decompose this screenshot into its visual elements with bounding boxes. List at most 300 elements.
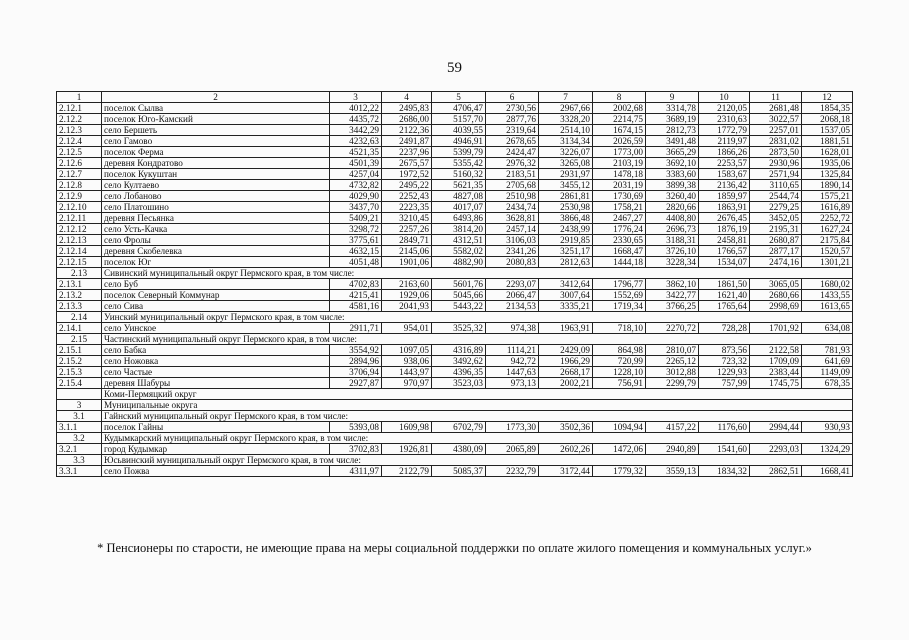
column-header: 9	[646, 92, 699, 103]
row-code: 2.15.1	[57, 345, 102, 356]
value-cell: 4702,83	[330, 279, 382, 290]
value-cell: 2145,06	[382, 246, 432, 257]
value-cell: 2026,59	[593, 136, 646, 147]
section-title: Частинский муниципальный округ Пермского края, в том числе:	[102, 334, 853, 345]
value-cell: 641,69	[802, 356, 853, 367]
value-cell: 3665,29	[646, 147, 699, 158]
section-code: 3.3	[57, 455, 102, 466]
value-cell: 1834,32	[699, 466, 750, 477]
value-cell: 5582,02	[432, 246, 486, 257]
settlement-name: деревня Кондратово	[102, 158, 330, 169]
value-cell: 2429,09	[539, 345, 593, 356]
table-header-row	[57, 92, 853, 103]
value-cell: 1447,63	[486, 367, 539, 378]
value-cell: 1890,14	[802, 180, 853, 191]
value-cell: 2831,02	[750, 136, 802, 147]
table-row	[57, 191, 853, 202]
value-cell: 3210,45	[382, 213, 432, 224]
value-cell: 2510,98	[486, 191, 539, 202]
settlement-name: село Лобаново	[102, 191, 330, 202]
value-cell: 1668,41	[802, 466, 853, 477]
value-cell: 4435,72	[330, 114, 382, 125]
section-row	[57, 268, 853, 279]
value-cell: 2495,22	[382, 180, 432, 191]
value-cell: 3383,60	[646, 169, 699, 180]
table-row	[57, 279, 853, 290]
value-cell: 1472,06	[593, 444, 646, 455]
value-cell: 2675,57	[382, 158, 432, 169]
section-title: Сивинский муниципальный округ Пермского края, в том числе:	[102, 268, 853, 279]
value-cell: 2319,64	[486, 125, 539, 136]
value-cell: 757,99	[699, 378, 750, 389]
value-cell: 3265,08	[539, 158, 593, 169]
value-cell: 2195,31	[750, 224, 802, 235]
table-row	[57, 356, 853, 367]
column-header: 3	[330, 92, 382, 103]
section-code: 3.1	[57, 411, 102, 422]
value-cell: 1765,64	[699, 301, 750, 312]
value-cell: 723,32	[699, 356, 750, 367]
value-cell: 4257,04	[330, 169, 382, 180]
value-cell: 2293,03	[750, 444, 802, 455]
value-cell: 3314,78	[646, 103, 699, 114]
value-cell: 2680,66	[750, 290, 802, 301]
value-cell: 5409,21	[330, 213, 382, 224]
section-code	[57, 389, 102, 400]
value-cell: 2223,35	[382, 202, 432, 213]
value-cell: 1963,91	[539, 323, 593, 334]
value-cell: 2820,66	[646, 202, 699, 213]
value-cell: 3442,29	[330, 125, 382, 136]
row-code: 2.12.14	[57, 246, 102, 257]
value-cell: 1520,57	[802, 246, 853, 257]
value-cell: 1876,19	[699, 224, 750, 235]
value-cell: 864,98	[593, 345, 646, 356]
section-row	[57, 433, 853, 444]
data-table	[56, 91, 853, 477]
value-cell: 3022,57	[750, 114, 802, 125]
value-cell: 1719,34	[593, 301, 646, 312]
value-cell: 3172,44	[539, 466, 593, 477]
value-cell: 2299,79	[646, 378, 699, 389]
value-cell: 3228,34	[646, 257, 699, 268]
row-code: 2.12.2	[57, 114, 102, 125]
value-cell: 4946,91	[432, 136, 486, 147]
value-cell: 1478,18	[593, 169, 646, 180]
value-cell: 728,28	[699, 323, 750, 334]
value-cell: 4311,97	[330, 466, 382, 477]
value-cell: 4408,80	[646, 213, 699, 224]
table-row	[57, 378, 853, 389]
table-row	[57, 345, 853, 356]
value-cell: 4039,55	[432, 125, 486, 136]
value-cell: 2849,71	[382, 235, 432, 246]
value-cell: 5085,37	[432, 466, 486, 477]
row-code: 3.3.1	[57, 466, 102, 477]
value-cell: 1966,29	[539, 356, 593, 367]
column-header: 6	[486, 92, 539, 103]
value-cell: 1094,94	[593, 422, 646, 433]
value-cell: 4827,08	[432, 191, 486, 202]
settlement-name: село Гамово	[102, 136, 330, 147]
value-cell: 4706,47	[432, 103, 486, 114]
value-cell: 3689,19	[646, 114, 699, 125]
section-code: 3.2	[57, 433, 102, 444]
section-row	[57, 455, 853, 466]
value-cell: 3452,05	[750, 213, 802, 224]
value-cell: 1668,47	[593, 246, 646, 257]
value-cell: 2894,96	[330, 356, 382, 367]
settlement-name: село Ножовка	[102, 356, 330, 367]
column-header: 4	[382, 92, 432, 103]
row-code: 2.15.4	[57, 378, 102, 389]
value-cell: 1745,75	[750, 378, 802, 389]
value-cell: 2812,63	[539, 257, 593, 268]
value-cell: 718,10	[593, 323, 646, 334]
value-cell: 2383,44	[750, 367, 802, 378]
value-cell: 2103,19	[593, 158, 646, 169]
value-cell: 2491,87	[382, 136, 432, 147]
column-header: 7	[539, 92, 593, 103]
row-code: 2.12.9	[57, 191, 102, 202]
value-cell: 2293,07	[486, 279, 539, 290]
value-cell: 3260,40	[646, 191, 699, 202]
value-cell: 2434,74	[486, 202, 539, 213]
value-cell: 2678,65	[486, 136, 539, 147]
value-cell: 2068,18	[802, 114, 853, 125]
row-code: 2.12.6	[57, 158, 102, 169]
settlement-name: село Буб	[102, 279, 330, 290]
value-cell: 1730,69	[593, 191, 646, 202]
value-cell: 4581,16	[330, 301, 382, 312]
value-cell: 2994,44	[750, 422, 802, 433]
settlement-name: село Култаево	[102, 180, 330, 191]
value-cell: 1680,02	[802, 279, 853, 290]
value-cell: 3106,03	[486, 235, 539, 246]
value-cell: 2237,96	[382, 147, 432, 158]
column-header: 10	[699, 92, 750, 103]
table-row	[57, 422, 853, 433]
value-cell: 1301,21	[802, 257, 853, 268]
value-cell: 1097,05	[382, 345, 432, 356]
row-code: 2.12.8	[57, 180, 102, 191]
value-cell: 2668,17	[539, 367, 593, 378]
row-code: 2.12.13	[57, 235, 102, 246]
value-cell: 1609,98	[382, 422, 432, 433]
value-cell: 1228,10	[593, 367, 646, 378]
value-cell: 2458,81	[699, 235, 750, 246]
value-cell: 1861,50	[699, 279, 750, 290]
value-cell: 2310,63	[699, 114, 750, 125]
value-cell: 720,99	[593, 356, 646, 367]
value-cell: 1709,09	[750, 356, 802, 367]
value-cell: 3226,07	[539, 147, 593, 158]
row-code: 2.12.10	[57, 202, 102, 213]
value-cell: 2927,87	[330, 378, 382, 389]
value-cell: 1583,67	[699, 169, 750, 180]
section-code: 2.14	[57, 312, 102, 323]
value-cell: 3328,20	[539, 114, 593, 125]
value-cell: 1616,89	[802, 202, 853, 213]
value-cell: 2119,97	[699, 136, 750, 147]
value-cell: 2232,79	[486, 466, 539, 477]
value-cell: 4012,22	[330, 103, 382, 114]
table-row	[57, 114, 853, 125]
table-row	[57, 301, 853, 312]
section-row	[57, 400, 853, 411]
value-cell: 2730,56	[486, 103, 539, 114]
value-cell: 3726,10	[646, 246, 699, 257]
section-title: Коми-Пермяцкий округ	[102, 389, 853, 400]
row-code: 2.12.12	[57, 224, 102, 235]
value-cell: 3335,21	[539, 301, 593, 312]
table-row	[57, 147, 853, 158]
value-cell: 4380,09	[432, 444, 486, 455]
value-cell: 2681,48	[750, 103, 802, 114]
value-cell: 1575,21	[802, 191, 853, 202]
row-code: 2.15.2	[57, 356, 102, 367]
value-cell: 2122,79	[382, 466, 432, 477]
row-code: 2.12.1	[57, 103, 102, 114]
value-cell: 1229,93	[699, 367, 750, 378]
value-cell: 4157,22	[646, 422, 699, 433]
value-cell: 1779,32	[593, 466, 646, 477]
row-code: 2.12.15	[57, 257, 102, 268]
value-cell: 2873,50	[750, 147, 802, 158]
column-header: 2	[102, 92, 330, 103]
value-cell: 2696,73	[646, 224, 699, 235]
value-cell: 938,06	[382, 356, 432, 367]
value-cell: 4501,39	[330, 158, 382, 169]
value-cell: 3814,20	[432, 224, 486, 235]
value-cell: 4312,51	[432, 235, 486, 246]
value-cell: 1114,21	[486, 345, 539, 356]
value-cell: 3692,10	[646, 158, 699, 169]
settlement-name: село Усть-Качка	[102, 224, 330, 235]
value-cell: 5160,32	[432, 169, 486, 180]
value-cell: 973,13	[486, 378, 539, 389]
value-cell: 4632,15	[330, 246, 382, 257]
value-cell: 3766,25	[646, 301, 699, 312]
value-cell: 2253,57	[699, 158, 750, 169]
value-cell: 2457,14	[486, 224, 539, 235]
value-cell: 678,35	[802, 378, 853, 389]
row-code: 2.15.3	[57, 367, 102, 378]
value-cell: 4215,41	[330, 290, 382, 301]
value-cell: 2341,26	[486, 246, 539, 257]
value-cell: 3110,65	[750, 180, 802, 191]
value-cell: 1433,55	[802, 290, 853, 301]
value-cell: 2080,83	[486, 257, 539, 268]
value-cell: 781,93	[802, 345, 853, 356]
value-cell: 942,72	[486, 356, 539, 367]
table-row	[57, 213, 853, 224]
row-code: 2.12.11	[57, 213, 102, 224]
value-cell: 2002,68	[593, 103, 646, 114]
value-cell: 3412,64	[539, 279, 593, 290]
row-code: 3.2.1	[57, 444, 102, 455]
row-code: 2.13.1	[57, 279, 102, 290]
value-cell: 4316,89	[432, 345, 486, 356]
table-row	[57, 235, 853, 246]
value-cell: 1701,92	[750, 323, 802, 334]
section-row	[57, 389, 853, 400]
table-row	[57, 136, 853, 147]
table-row	[57, 466, 853, 477]
value-cell: 1926,81	[382, 444, 432, 455]
value-cell: 756,91	[593, 378, 646, 389]
value-cell: 3706,94	[330, 367, 382, 378]
value-cell: 1854,35	[802, 103, 853, 114]
table-row	[57, 103, 853, 114]
value-cell: 2474,16	[750, 257, 802, 268]
value-cell: 1758,21	[593, 202, 646, 213]
row-code: 2.13.3	[57, 301, 102, 312]
settlement-name: деревня Скобелевка	[102, 246, 330, 257]
value-cell: 4521,35	[330, 147, 382, 158]
value-cell: 1935,06	[802, 158, 853, 169]
value-cell: 2976,32	[486, 158, 539, 169]
value-cell: 5157,70	[432, 114, 486, 125]
value-cell: 2330,65	[593, 235, 646, 246]
value-cell: 2810,07	[646, 345, 699, 356]
table-row	[57, 202, 853, 213]
table-row	[57, 125, 853, 136]
settlement-name: город Кудымкар	[102, 444, 330, 455]
value-cell: 2214,75	[593, 114, 646, 125]
value-cell: 2495,83	[382, 103, 432, 114]
value-cell: 2257,01	[750, 125, 802, 136]
settlement-name: село Платошино	[102, 202, 330, 213]
value-cell: 5399,79	[432, 147, 486, 158]
column-header: 11	[750, 92, 802, 103]
value-cell: 3007,64	[539, 290, 593, 301]
page-number: 59	[447, 60, 462, 76]
value-cell: 3422,77	[646, 290, 699, 301]
row-code: 2.13.2	[57, 290, 102, 301]
settlement-name: село Бабка	[102, 345, 330, 356]
value-cell: 1627,24	[802, 224, 853, 235]
value-cell: 2680,87	[750, 235, 802, 246]
value-cell: 3702,83	[330, 444, 382, 455]
value-cell: 2911,71	[330, 323, 382, 334]
row-code: 2.12.4	[57, 136, 102, 147]
value-cell: 3502,36	[539, 422, 593, 433]
value-cell: 1772,79	[699, 125, 750, 136]
value-cell: 2252,72	[802, 213, 853, 224]
value-cell: 2031,19	[593, 180, 646, 191]
section-title: Муниципальные округа	[102, 400, 853, 411]
value-cell: 1866,26	[699, 147, 750, 158]
column-header: 5	[432, 92, 486, 103]
value-cell: 3862,10	[646, 279, 699, 290]
row-code: 2.14.1	[57, 323, 102, 334]
value-cell: 2705,68	[486, 180, 539, 191]
settlement-name: поселок Ферма	[102, 147, 330, 158]
value-cell: 1621,40	[699, 290, 750, 301]
value-cell: 1972,52	[382, 169, 432, 180]
value-cell: 974,38	[486, 323, 539, 334]
column-header: 12	[802, 92, 853, 103]
value-cell: 5393,08	[330, 422, 382, 433]
value-cell: 1149,09	[802, 367, 853, 378]
value-cell: 3559,13	[646, 466, 699, 477]
value-cell: 3492,62	[432, 356, 486, 367]
value-cell: 2120,05	[699, 103, 750, 114]
table-row	[57, 367, 853, 378]
table-row	[57, 169, 853, 180]
value-cell: 2183,51	[486, 169, 539, 180]
section-title: Юсьвинский муниципальный округ Пермского края, в том числе:	[102, 455, 853, 466]
value-cell: 2279,25	[750, 202, 802, 213]
value-cell: 2877,76	[486, 114, 539, 125]
settlement-name: село Уинское	[102, 323, 330, 334]
value-cell: 1796,77	[593, 279, 646, 290]
settlement-name: поселок Юго-Камский	[102, 114, 330, 125]
value-cell: 6493,86	[432, 213, 486, 224]
value-cell: 954,01	[382, 323, 432, 334]
value-cell: 1443,97	[382, 367, 432, 378]
value-cell: 5621,35	[432, 180, 486, 191]
value-cell: 2676,45	[699, 213, 750, 224]
value-cell: 3134,34	[539, 136, 593, 147]
value-cell: 3554,92	[330, 345, 382, 356]
table-row	[57, 323, 853, 334]
value-cell: 1859,97	[699, 191, 750, 202]
value-cell: 4017,07	[432, 202, 486, 213]
row-code: 3.1.1	[57, 422, 102, 433]
table-row	[57, 224, 853, 235]
value-cell: 3628,81	[486, 213, 539, 224]
value-cell: 1766,57	[699, 246, 750, 257]
value-cell: 1534,07	[699, 257, 750, 268]
value-cell: 1613,65	[802, 301, 853, 312]
value-cell: 3523,03	[432, 378, 486, 389]
value-cell: 3899,38	[646, 180, 699, 191]
row-code: 2.12.7	[57, 169, 102, 180]
value-cell: 2136,42	[699, 180, 750, 191]
value-cell: 3525,32	[432, 323, 486, 334]
value-cell: 2270,72	[646, 323, 699, 334]
value-cell: 5355,42	[432, 158, 486, 169]
row-code: 2.12.3	[57, 125, 102, 136]
value-cell: 1776,24	[593, 224, 646, 235]
value-cell: 2686,00	[382, 114, 432, 125]
value-cell: 930,93	[802, 422, 853, 433]
section-row	[57, 312, 853, 323]
settlement-name: село Пожва	[102, 466, 330, 477]
value-cell: 1674,15	[593, 125, 646, 136]
settlement-name: поселок Северный Коммунар	[102, 290, 330, 301]
value-cell: 2571,94	[750, 169, 802, 180]
table-row	[57, 180, 853, 191]
settlement-name: село Сива	[102, 301, 330, 312]
value-cell: 4051,48	[330, 257, 382, 268]
settlement-name: село Бершеть	[102, 125, 330, 136]
value-cell: 873,56	[699, 345, 750, 356]
value-cell: 1541,60	[699, 444, 750, 455]
value-cell: 5443,22	[432, 301, 486, 312]
value-cell: 3491,48	[646, 136, 699, 147]
settlement-name: деревня Песьянка	[102, 213, 330, 224]
settlement-name: поселок Гайны	[102, 422, 330, 433]
section-title: Гайнский муниципальный округ Пермского края, в том числе:	[102, 411, 853, 422]
section-title: Уинский муниципальный округ Пермского края, в том числе:	[102, 312, 853, 323]
value-cell: 1773,30	[486, 422, 539, 433]
value-cell: 5045,66	[432, 290, 486, 301]
value-cell: 634,08	[802, 323, 853, 334]
settlement-name: поселок Кукуштан	[102, 169, 330, 180]
